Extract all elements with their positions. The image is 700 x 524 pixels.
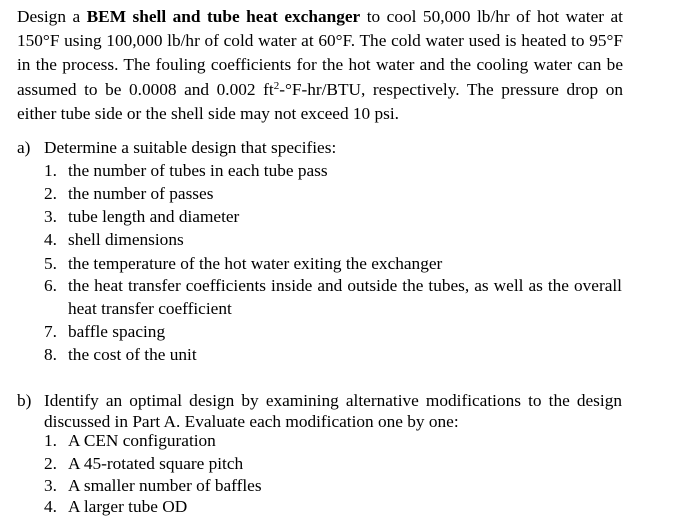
exchanger-type-bold: BEM shell and tube heat exchanger bbox=[86, 7, 361, 26]
item-text: baffle spacing bbox=[68, 322, 166, 341]
item-text: the heat transfer coefficients inside and outside the tubes, as well as the overall heat transfer coefficient bbox=[68, 276, 622, 318]
item-text: A CEN configuration bbox=[68, 431, 216, 450]
item-number: 6. bbox=[44, 276, 57, 295]
part-a-item bbox=[44, 229, 184, 251]
intro-text-3: -°F-hr/BTU, respectively. The pressure drop on either tube side or the shell side may not exceed 10 psi. bbox=[17, 79, 623, 123]
part-a-item bbox=[44, 344, 197, 366]
part-a-label: a) bbox=[17, 138, 31, 157]
superscript-2: 2 bbox=[273, 79, 280, 92]
part-b-text: Identify an optimal design by examining alternative modifications to the design discussed in Part A. Evaluate each modification one by one: bbox=[44, 391, 622, 431]
part-a-item bbox=[44, 253, 442, 275]
item-number: 2. bbox=[44, 454, 57, 473]
item-text: A smaller number of baffles bbox=[68, 476, 262, 495]
part-a-text: Determine a suitable design that specifies: bbox=[44, 138, 337, 157]
item-text: A 45-rotated square pitch bbox=[68, 454, 244, 473]
intro-text-1: Design a bbox=[17, 7, 87, 26]
part-a-item bbox=[44, 160, 328, 182]
part-a-item bbox=[44, 321, 165, 343]
item-number: 3. bbox=[44, 476, 57, 495]
item-number: 4. bbox=[44, 497, 57, 516]
part-b-item bbox=[44, 475, 262, 497]
item-text: A larger tube OD bbox=[68, 497, 188, 516]
item-number: 1. bbox=[44, 431, 57, 450]
item-text: the temperature of the hot water exiting the exchanger bbox=[68, 254, 443, 273]
item-number: 1. bbox=[44, 161, 57, 180]
item-text: the number of tubes in each tube pass bbox=[68, 161, 328, 180]
part-a-item bbox=[44, 275, 622, 320]
item-number: 4. bbox=[44, 230, 57, 249]
item-text: tube length and diameter bbox=[68, 207, 240, 226]
problem-statement bbox=[17, 5, 623, 126]
part-b-item bbox=[44, 453, 243, 475]
item-number: 2. bbox=[44, 184, 57, 203]
part-b-label: b) bbox=[17, 391, 32, 410]
item-text: shell dimensions bbox=[68, 230, 184, 249]
intro-text-2: to cool 50,000 lb/hr of hot water at 150°F using 100,000 lb/hr of cold water at 60°F. The cold water used is heated to 95°F in the process. The fouling coefficients for the hot water and the cooling water can be assumed to be 0.0008 and 0.002 ft bbox=[17, 7, 623, 99]
item-number: 3. bbox=[44, 207, 57, 226]
item-number: 7. bbox=[44, 322, 57, 341]
item-number: 8. bbox=[44, 345, 57, 364]
part-b-item bbox=[44, 496, 187, 518]
part-a-item bbox=[44, 183, 213, 205]
part-a-item bbox=[44, 206, 239, 228]
item-number: 5. bbox=[44, 254, 57, 273]
item-text: the cost of the unit bbox=[68, 345, 197, 364]
item-text: the number of passes bbox=[68, 184, 214, 203]
part-b-item bbox=[44, 430, 216, 452]
